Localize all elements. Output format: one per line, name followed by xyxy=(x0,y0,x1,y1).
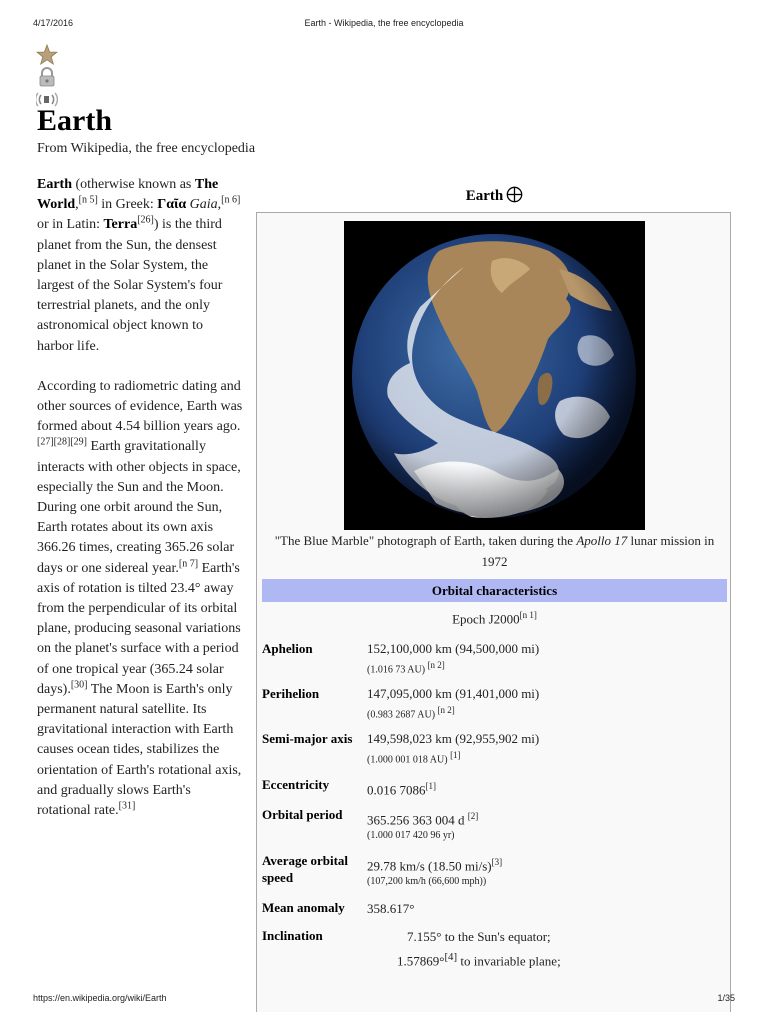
value-text: to invariable plane; xyxy=(457,953,561,969)
lead-paragraph-2 xyxy=(37,377,243,821)
lead-section xyxy=(37,175,243,841)
value-text: 152,100,000 km (94,500,000 mi) xyxy=(367,641,540,656)
print-url: https://en.wikipedia.org/wiki/Earth xyxy=(33,993,167,1003)
row-label: Inclination xyxy=(262,928,323,943)
infobox-title-text: Earth xyxy=(465,188,504,204)
value-text: 149,598,023 km (92,955,902 mi) xyxy=(367,731,540,746)
print-footer xyxy=(33,993,735,1005)
value-sub: (1.000 017 420 96 yr) xyxy=(367,830,455,842)
citation-link[interactable]: [26] xyxy=(137,214,154,226)
earth-symbol-icon xyxy=(506,186,523,203)
row-value xyxy=(367,808,478,844)
infobox-title xyxy=(256,186,733,205)
citation-link[interactable]: [30] xyxy=(70,679,88,691)
blue-marble-image[interactable] xyxy=(344,221,645,530)
value-text: 1.57869° xyxy=(397,953,445,969)
print-header xyxy=(33,18,735,30)
value-text: 29.78 km/s (18.50 mi/s) xyxy=(367,858,492,874)
caption-text: "The Blue Marble" photograph of Earth, taken during the xyxy=(274,533,577,548)
row-label: Average orbital speed xyxy=(262,853,349,885)
text: Earth gravitationally interacts with other objects in space, especially the Sun and the Moon. During one orbit around the Sun, Earth rotates about its own axis 366.26 times, creating 365.26 solar days or one sidereal year. xyxy=(37,439,241,576)
text: ) is the third planet from the Sun, the densest planet in the Solar System, the largest of the Solar System's four terrestrial planets, and the only astronomical object known to harbor life. xyxy=(37,217,223,354)
image-caption xyxy=(267,530,722,572)
bold-term: The World xyxy=(37,177,219,213)
lock-icon[interactable] xyxy=(36,66,58,88)
row-label: Mean anomaly xyxy=(262,900,345,915)
epoch-row xyxy=(262,610,727,627)
citation-link[interactable]: [n 1] xyxy=(519,610,537,620)
value-text: 0.016 7086 xyxy=(367,782,426,798)
page-subtitle: From Wikipedia, the free encyclopedia xyxy=(37,141,256,156)
citation-link[interactable]: [n 2] xyxy=(437,705,455,715)
text: The Moon is Earth's only permanent natural satellite. Its gravitational interaction with Earth causes ocean tides, stabilizes the orientation of Earth's rotational axis, and gradually slows Earth's rotational rate. xyxy=(37,681,242,819)
sub-text: (1.000 001 018 AU) xyxy=(367,754,448,766)
sub-text: (1.016 73 AU) xyxy=(367,664,426,676)
citation-link[interactable]: [27][28][29] xyxy=(37,436,87,448)
page-title: Earth xyxy=(37,104,112,137)
row-label: Eccentricity xyxy=(262,777,330,792)
bold-term: Γαῖα xyxy=(157,197,187,213)
row-value xyxy=(367,640,539,678)
row-value xyxy=(367,730,539,768)
value-sub: (107,200 km/h (66,600 mph)) xyxy=(367,876,487,888)
caption-text: lunar mission in 1972 xyxy=(481,533,715,569)
row-value-2 xyxy=(397,951,561,969)
row-value: 358.617° xyxy=(367,901,415,916)
row-label: Aphelion xyxy=(262,641,313,656)
citation-link[interactable]: [1] xyxy=(450,750,461,760)
citation-link[interactable]: [31] xyxy=(118,800,136,812)
citation-link[interactable]: [2] xyxy=(467,811,479,821)
caption-mission-link[interactable]: Apollo 17 xyxy=(576,533,628,548)
transliteration: Gaia xyxy=(189,197,218,213)
value-text: 147,095,000 km (91,401,000 mi) xyxy=(367,686,540,701)
row-value xyxy=(367,685,539,723)
orbital-characteristics-header: Orbital characteristics xyxy=(262,579,727,602)
citation-link[interactable]: [3] xyxy=(491,857,503,867)
text: According to radiometric dating and other sources of evidence, Earth was formed about 4.54 billion years ago. xyxy=(37,378,243,435)
featured-star-icon[interactable] xyxy=(36,44,58,66)
value-sub xyxy=(367,747,539,768)
citation-link[interactable]: [4] xyxy=(444,951,458,963)
lead-paragraph-1 xyxy=(37,175,243,357)
citation-link[interactable]: [n 5] xyxy=(78,194,98,206)
text: Earth's axis of rotation is tilted 23.4° away from the perpendicular of its orbital plane, producing seasonal variations on the planet's surface with a period of one tropical year (365.24 solar days). xyxy=(37,560,241,697)
text: , xyxy=(75,197,79,213)
citation-link[interactable]: [1] xyxy=(425,781,436,791)
text: or in Latin: xyxy=(37,217,104,233)
row-label: Perihelion xyxy=(262,686,320,701)
value-sub xyxy=(367,657,539,678)
text: , xyxy=(217,197,222,213)
row-value xyxy=(367,778,436,798)
text: in Greek: xyxy=(97,197,158,213)
text: (otherwise known as xyxy=(72,177,195,192)
bold-term: Terra xyxy=(103,217,138,233)
row-value xyxy=(367,854,502,890)
row-value: 7.155° to the Sun's equator; xyxy=(407,929,551,944)
bold-term: Earth xyxy=(37,177,72,192)
print-page-number: 1/35 xyxy=(717,993,735,1003)
row-label: Orbital period xyxy=(262,807,343,822)
row-label: Semi-major axis xyxy=(262,731,353,746)
epoch-text: Epoch J2000 xyxy=(452,611,520,627)
citation-link[interactable]: [n 6] xyxy=(221,194,241,206)
infobox xyxy=(256,212,731,1012)
page-status-icons xyxy=(36,44,58,110)
sub-text: (0.983 2687 AU) xyxy=(367,709,436,721)
value-sub xyxy=(367,702,539,723)
citation-link[interactable]: [n 7] xyxy=(178,558,199,569)
print-date: 4/17/2016 xyxy=(33,18,74,28)
citation-link[interactable]: [n 2] xyxy=(427,660,445,670)
value-text: 365.256 363 004 d xyxy=(367,812,465,828)
print-title: Earth - Wikipedia, the free encyclopedia xyxy=(304,18,464,28)
